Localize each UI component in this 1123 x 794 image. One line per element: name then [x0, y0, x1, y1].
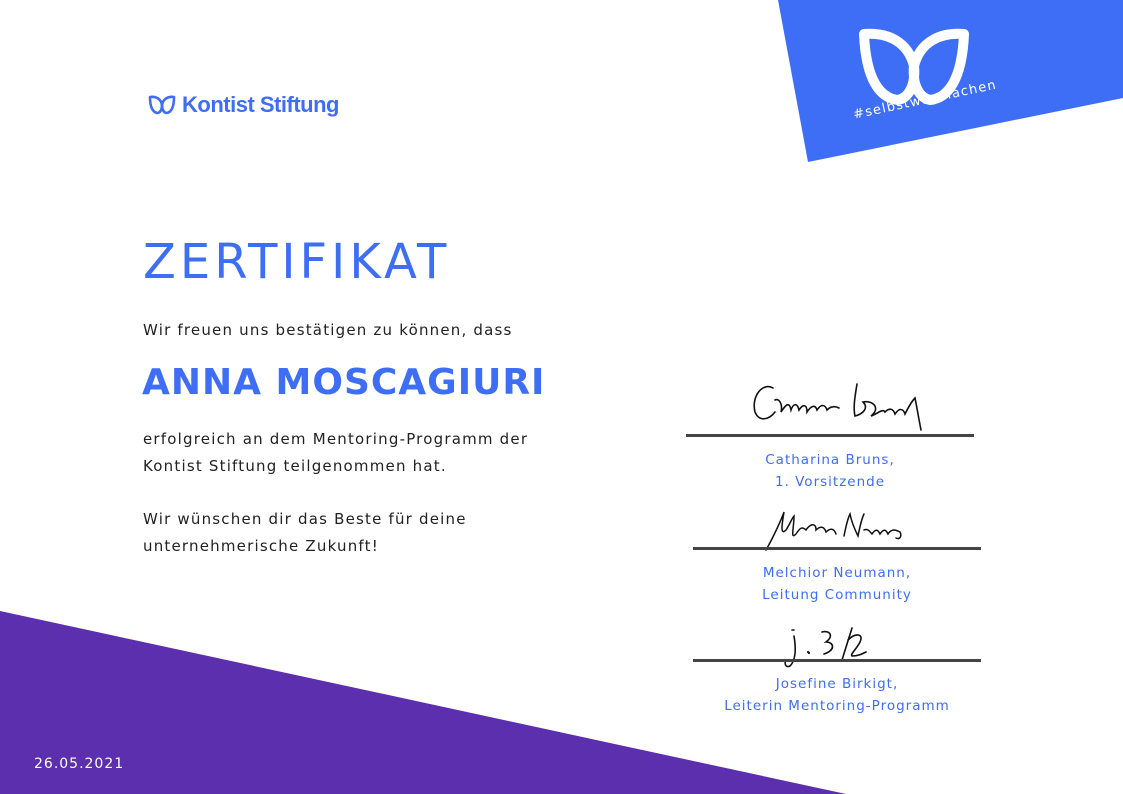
wish-line-1: Wir wünschen dir das Beste für deine	[143, 510, 467, 528]
body-line-2: Kontist Stiftung teilgenommen hat.	[143, 457, 447, 475]
wish-line-2: unternehmerische Zukunft!	[143, 537, 379, 555]
signature-line-2	[693, 547, 981, 550]
signature-josefine-birkigt	[772, 620, 872, 672]
body-line-1: erfolgreich an dem Mentoring-Programm der	[143, 430, 529, 448]
brand-logo	[148, 92, 339, 118]
signatory-3-role: Leiterin Mentoring-Programm	[724, 698, 950, 714]
certificate-title: ZERTIFIKAT	[143, 234, 451, 290]
signatory-2-caption	[693, 562, 981, 606]
hashtag-text: #selbstwasmachen	[852, 77, 999, 123]
signature-catharina-bruns	[745, 378, 935, 434]
issue-date: 26.05.2021	[34, 756, 125, 772]
signature-line-3	[693, 659, 981, 662]
signatory-1-name: Catharina Bruns,	[765, 452, 895, 468]
signatory-3-name: Josefine Birkigt,	[775, 676, 899, 692]
signatory-2-role: Leitung Community	[762, 587, 912, 603]
signatory-1-caption	[686, 449, 974, 493]
logo-text: Kontist Stiftung	[182, 92, 339, 117]
signatory-2-name: Melchior Neumann,	[762, 565, 912, 581]
signature-line-1	[686, 434, 974, 437]
signatory-3-caption	[693, 673, 981, 717]
leaf-logo-icon	[148, 95, 176, 115]
recipient-name: ANNA MOSCAGIURI	[142, 362, 546, 403]
signatory-1-role: 1. Vorsitzende	[774, 474, 886, 490]
intro-text: Wir freuen uns bestätigen zu können, dass	[143, 321, 513, 339]
